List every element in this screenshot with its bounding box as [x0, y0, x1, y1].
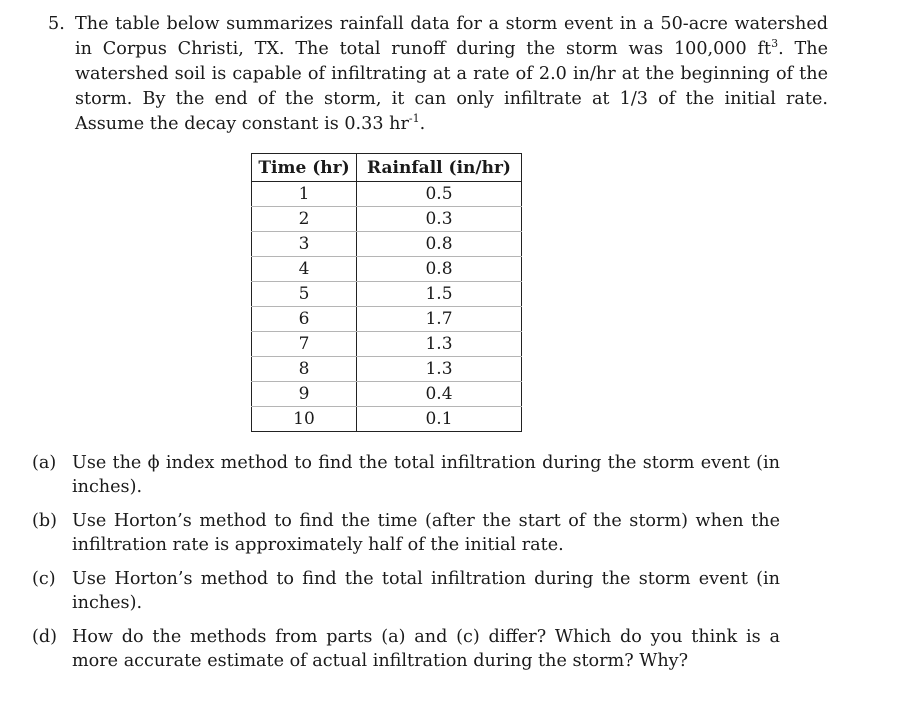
rainfall-cell: 0.5: [357, 182, 522, 207]
part-b-label: (b): [32, 511, 57, 531]
problem-statement: [48, 12, 828, 137]
part-d: [32, 625, 780, 673]
part-c: [32, 567, 780, 615]
part-d-label: (d): [32, 627, 57, 647]
problem-number: 5.: [48, 14, 65, 34]
rainfall-cell: 0.1: [357, 407, 522, 432]
rainfall-cell: 1.7: [357, 307, 522, 332]
cubic-exponent: 3: [771, 37, 779, 51]
intro-text-part-2: . The watershed soil is capable of infiltrating at a rate of 2.0 in/hr at the beginning of the storm. By the end of the storm, it can only infiltrate at 1/3 of the initial rate. Assume the decay constant is 0.33 hr: [75, 39, 828, 134]
table-row: [252, 282, 522, 307]
time-cell: 6: [252, 307, 357, 332]
intro-text-part-3: .: [419, 114, 426, 134]
part-c-text: Use Horton’s method to find the total infiltration during the storm event (in inches).: [72, 569, 780, 613]
time-cell: 8: [252, 357, 357, 382]
table-row: [252, 207, 522, 232]
question-parts: [32, 451, 780, 683]
intro-text-part-1: The table below summarizes rainfall data for a storm event in a 50-acre watershed in Corpus Christi, TX. The total runoff during the storm was 100,000 ft: [75, 14, 828, 59]
rainfall-cell: 1.5: [357, 282, 522, 307]
table-row: [252, 382, 522, 407]
rainfall-table: [251, 153, 522, 432]
part-a-label: (a): [32, 453, 57, 473]
header-time: Time (hr): [252, 154, 357, 182]
table-row: [252, 257, 522, 282]
rainfall-cell: 1.3: [357, 332, 522, 357]
part-a: [32, 451, 780, 499]
part-c-label: (c): [32, 569, 56, 589]
rainfall-cell: 0.3: [357, 207, 522, 232]
part-b-text: Use Horton’s method to find the time (after the start of the storm) when the infiltration rate is approximately half of the initial rate.: [72, 511, 780, 555]
time-cell: 9: [252, 382, 357, 407]
time-cell: 1: [252, 182, 357, 207]
time-cell: 10: [252, 407, 357, 432]
table-row: [252, 232, 522, 257]
table-header-row: [252, 154, 522, 182]
table-row: [252, 332, 522, 357]
table-row: [252, 307, 522, 332]
inverse-hour-exponent: -1: [408, 112, 420, 126]
part-a-text: Use the ϕ index method to find the total infiltration during the storm event (in inches).: [72, 453, 780, 497]
part-b: [32, 509, 780, 557]
rainfall-cell: 0.4: [357, 382, 522, 407]
rainfall-cell: 0.8: [357, 232, 522, 257]
time-cell: 2: [252, 207, 357, 232]
time-cell: 5: [252, 282, 357, 307]
problem-5: [48, 12, 828, 137]
part-d-text: How do the methods from parts (a) and (c) differ? Which do you think is a more accurate estimate of actual infiltration during the storm? Why?: [72, 627, 780, 671]
rainfall-cell: 1.3: [357, 357, 522, 382]
table-row: [252, 357, 522, 382]
time-cell: 4: [252, 257, 357, 282]
rainfall-cell: 0.8: [357, 257, 522, 282]
time-cell: 3: [252, 232, 357, 257]
table-row: [252, 407, 522, 432]
time-cell: 7: [252, 332, 357, 357]
header-rainfall: Rainfall (in/hr): [357, 154, 522, 182]
table-row: [252, 182, 522, 207]
rainfall-table-container: [251, 153, 522, 432]
